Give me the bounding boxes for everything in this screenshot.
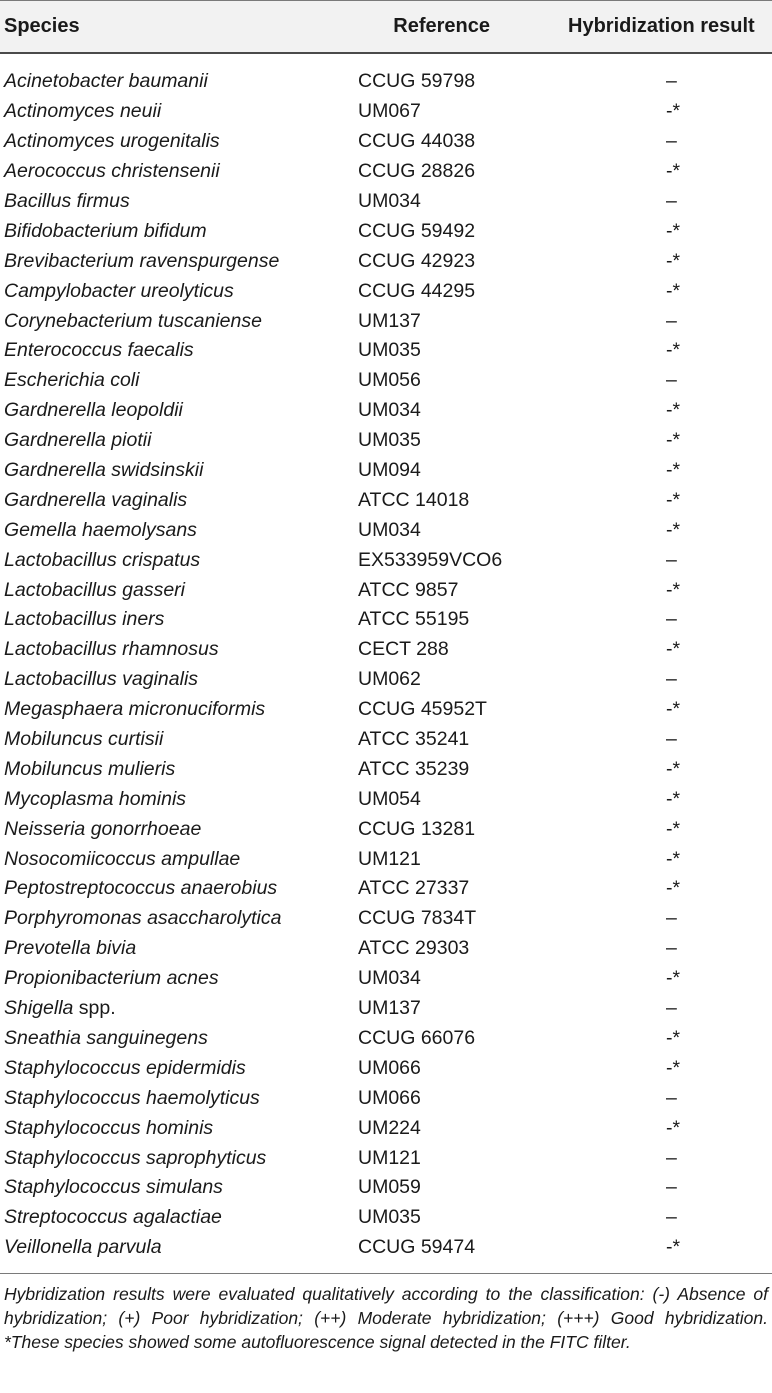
reference-cell: ATCC 14018 bbox=[358, 488, 470, 511]
result-cell: -* bbox=[666, 249, 681, 272]
species-name: Mycoplasma hominis bbox=[4, 787, 187, 810]
reference-cell: ATCC 35241 bbox=[358, 728, 470, 751]
result-cell: -* bbox=[666, 429, 681, 452]
species-cell bbox=[0, 1027, 358, 1050]
table-row bbox=[0, 1083, 772, 1113]
reference-cell: CCUG 59798 bbox=[358, 70, 476, 93]
species-cell bbox=[0, 250, 358, 273]
species-cell bbox=[0, 1087, 358, 1110]
result-cell: – bbox=[666, 369, 677, 392]
result-cell: – bbox=[666, 130, 677, 153]
result-cell: -* bbox=[666, 638, 681, 661]
result-cell: -* bbox=[666, 698, 681, 721]
species-cell bbox=[0, 728, 358, 751]
reference-cell: UM035 bbox=[358, 429, 421, 452]
species-cell bbox=[0, 70, 358, 93]
species-name: Staphylococcus simulans bbox=[4, 1176, 223, 1199]
result-cell: -* bbox=[666, 160, 681, 183]
result-cell: -* bbox=[666, 518, 681, 541]
species-cell bbox=[0, 1236, 358, 1259]
table-row bbox=[0, 874, 772, 904]
species-cell bbox=[0, 130, 358, 153]
result-cell: -* bbox=[666, 578, 681, 601]
table-row bbox=[0, 1024, 772, 1054]
species-cell bbox=[0, 399, 358, 422]
species-name: Gardnerella swidsinskii bbox=[4, 459, 204, 482]
table-row bbox=[0, 515, 772, 545]
species-cell bbox=[0, 280, 358, 303]
table-row bbox=[0, 844, 772, 874]
reference-cell: UM034 bbox=[358, 399, 421, 422]
result-cell: – bbox=[666, 997, 677, 1020]
reference-cell: CCUG 44295 bbox=[358, 279, 476, 302]
species-name: Nosocomiicoccus ampullae bbox=[4, 847, 241, 870]
reference-cell: UM121 bbox=[358, 847, 421, 870]
species-name: Propionibacterium acnes bbox=[4, 967, 219, 990]
reference-cell: UM056 bbox=[358, 369, 421, 392]
reference-cell: UM066 bbox=[358, 1056, 421, 1079]
species-name: Staphylococcus saprophyticus bbox=[4, 1146, 267, 1169]
result-cell: -* bbox=[666, 757, 681, 780]
species-name: Porphyromonas asaccharolytica bbox=[4, 907, 282, 930]
table-row bbox=[0, 426, 772, 456]
reference-cell: ATCC 35239 bbox=[358, 757, 470, 780]
species-name: Bacillus firmus bbox=[4, 190, 130, 212]
species-cell bbox=[0, 190, 358, 213]
result-cell: -* bbox=[666, 877, 681, 900]
species-cell bbox=[0, 907, 358, 930]
table-row bbox=[0, 1203, 772, 1233]
table-row bbox=[0, 784, 772, 814]
species-name: Actinomyces urogenitalis bbox=[4, 130, 220, 153]
species-cell bbox=[0, 100, 358, 123]
species-cell bbox=[0, 668, 358, 691]
species-name: Sneathia sanguinegens bbox=[4, 1026, 208, 1049]
result-cell: – bbox=[666, 1206, 677, 1229]
table-row bbox=[0, 665, 772, 695]
reference-cell: UM035 bbox=[358, 339, 421, 362]
species-cell bbox=[0, 698, 358, 721]
table-row bbox=[0, 1113, 772, 1143]
reference-cell: ATCC 55195 bbox=[358, 608, 470, 631]
reference-cell: UM137 bbox=[358, 997, 421, 1020]
result-cell: – bbox=[666, 728, 677, 751]
reference-cell: UM121 bbox=[358, 1146, 421, 1169]
result-cell: -* bbox=[666, 399, 681, 422]
reference-cell: UM137 bbox=[358, 309, 421, 332]
table-row bbox=[0, 964, 772, 994]
result-cell: -* bbox=[666, 219, 681, 242]
species-cell bbox=[0, 758, 358, 781]
species-name: Mobiluncus curtisii bbox=[4, 728, 164, 751]
table-footnote: Hybridization results were evaluated qualitatively according to the classification: (-) Absence of hybridization; (+) Poor hybridization; (++) Moderate hybridization; (+++) Good hybridization. *These species showed some autofluorescence signal detected in the FITC filter. bbox=[4, 1283, 768, 1353]
species-name: Staphylococcus haemolyticus bbox=[4, 1086, 260, 1109]
table-row bbox=[0, 575, 772, 605]
table-body bbox=[0, 54, 772, 1263]
species-name: Escherichia coli bbox=[4, 369, 140, 392]
species-name: Veillonella parvula bbox=[4, 1236, 162, 1259]
reference-cell: CCUG 44038 bbox=[358, 130, 476, 153]
table-row bbox=[0, 456, 772, 486]
species-cell bbox=[0, 459, 358, 482]
header-species: Species bbox=[4, 15, 80, 37]
species-cell bbox=[0, 608, 358, 631]
table-row bbox=[0, 545, 772, 575]
species-name: Aerococcus christensenii bbox=[4, 160, 220, 183]
table-row bbox=[0, 485, 772, 515]
reference-cell: CCUG 7834T bbox=[358, 907, 477, 930]
species-cell bbox=[0, 489, 358, 512]
species-cell bbox=[0, 220, 358, 243]
species-name: Lactobacillus rhamnosus bbox=[4, 638, 219, 661]
result-cell: – bbox=[666, 70, 677, 93]
reference-cell: CCUG 59474 bbox=[358, 1236, 476, 1259]
reference-cell: UM035 bbox=[358, 1206, 421, 1229]
species-name: Shigella bbox=[4, 997, 74, 1020]
result-cell: -* bbox=[666, 967, 681, 990]
result-cell: – bbox=[666, 1176, 677, 1199]
species-cell bbox=[0, 967, 358, 990]
table-row bbox=[0, 246, 772, 276]
table-row bbox=[0, 754, 772, 784]
table-row bbox=[0, 97, 772, 127]
reference-cell: EX533959VCO6 bbox=[358, 548, 503, 571]
species-name: Gardnerella piotii bbox=[4, 429, 152, 452]
result-cell: -* bbox=[666, 459, 681, 482]
table-row bbox=[0, 1053, 772, 1083]
table-row bbox=[0, 635, 772, 665]
reference-cell: UM066 bbox=[358, 1086, 421, 1109]
table-row bbox=[0, 1233, 772, 1263]
species-cell bbox=[0, 937, 358, 960]
species-name: Peptostreptococcus anaerobius bbox=[4, 877, 278, 900]
species-name: Actinomyces neuii bbox=[4, 100, 162, 123]
species-name: Brevibacterium ravenspurgense bbox=[4, 249, 280, 272]
result-cell: -* bbox=[666, 488, 681, 511]
table-row bbox=[0, 725, 772, 755]
result-cell: – bbox=[666, 548, 677, 571]
table-header bbox=[0, 0, 772, 54]
reference-cell: UM224 bbox=[358, 1116, 421, 1139]
reference-cell: CCUG 13281 bbox=[358, 817, 476, 840]
result-cell: – bbox=[666, 1146, 677, 1169]
species-cell bbox=[0, 788, 358, 811]
species-name: Lactobacillus crispatus bbox=[4, 548, 201, 571]
species-cell bbox=[0, 818, 358, 841]
table-row bbox=[0, 276, 772, 306]
reference-cell: UM034 bbox=[358, 518, 421, 541]
species-cell bbox=[0, 369, 358, 392]
result-cell: -* bbox=[666, 1026, 681, 1049]
species-suffix: spp. bbox=[73, 997, 116, 1020]
species-name: Staphylococcus epidermidis bbox=[4, 1056, 246, 1079]
table-row bbox=[0, 127, 772, 157]
result-cell: -* bbox=[666, 847, 681, 870]
result-cell: -* bbox=[666, 100, 681, 123]
table-row bbox=[0, 157, 772, 187]
reference-cell: UM059 bbox=[358, 1176, 421, 1199]
species-cell bbox=[0, 848, 358, 871]
reference-cell: UM034 bbox=[358, 190, 421, 212]
species-name: Enterococcus faecalis bbox=[4, 339, 194, 362]
result-cell: – bbox=[666, 309, 677, 332]
result-cell: -* bbox=[666, 339, 681, 362]
species-name: Acinetobacter baumanii bbox=[4, 70, 208, 93]
species-cell bbox=[0, 339, 358, 362]
species-name: Neisseria gonorrhoeae bbox=[4, 817, 202, 840]
table-row bbox=[0, 814, 772, 844]
species-name: Gemella haemolysans bbox=[4, 518, 197, 541]
species-cell bbox=[0, 429, 358, 452]
table-row bbox=[0, 366, 772, 396]
reference-cell: UM034 bbox=[358, 967, 421, 990]
species-cell bbox=[0, 877, 358, 900]
species-cell bbox=[0, 1206, 358, 1229]
species-name: Campylobacter ureolyticus bbox=[4, 279, 234, 302]
result-cell: -* bbox=[666, 1116, 681, 1139]
reference-cell: CCUG 66076 bbox=[358, 1026, 476, 1049]
result-cell: -* bbox=[666, 787, 681, 810]
reference-cell: CCUG 59492 bbox=[358, 219, 476, 242]
species-cell bbox=[0, 1117, 358, 1140]
species-cell bbox=[0, 1176, 358, 1199]
species-cell bbox=[0, 638, 358, 661]
table-row bbox=[0, 994, 772, 1024]
reference-cell: CCUG 28826 bbox=[358, 160, 476, 183]
table-row bbox=[0, 396, 772, 426]
reference-cell: ATCC 27337 bbox=[358, 877, 470, 900]
species-cell bbox=[0, 579, 358, 602]
table-row bbox=[0, 695, 772, 725]
species-name: Lactobacillus vaginalis bbox=[4, 668, 199, 691]
species-name: Lactobacillus iners bbox=[4, 608, 165, 631]
species-name: Gardnerella vaginalis bbox=[4, 488, 188, 511]
result-cell: – bbox=[666, 190, 677, 212]
species-name: Corynebacterium tuscaniense bbox=[4, 309, 262, 332]
species-name: Gardnerella leopoldii bbox=[4, 399, 183, 422]
table-row bbox=[0, 1173, 772, 1203]
reference-cell: UM054 bbox=[358, 787, 421, 810]
result-cell: -* bbox=[666, 279, 681, 302]
reference-cell: UM094 bbox=[358, 459, 421, 482]
reference-cell: UM062 bbox=[358, 668, 421, 691]
result-cell: – bbox=[666, 668, 677, 691]
species-name: Prevotella bivia bbox=[4, 937, 137, 960]
reference-cell: CCUG 42923 bbox=[358, 249, 476, 272]
species-name: Staphylococcus hominis bbox=[4, 1116, 214, 1139]
result-cell: – bbox=[666, 608, 677, 631]
species-cell bbox=[0, 1147, 358, 1170]
table-row bbox=[0, 187, 772, 217]
table-row bbox=[0, 605, 772, 635]
species-name: Streptococcus agalactiae bbox=[4, 1206, 222, 1229]
result-cell: – bbox=[666, 1086, 677, 1109]
reference-cell: ATCC 29303 bbox=[358, 937, 470, 960]
header-reference: Reference bbox=[393, 15, 490, 37]
species-cell bbox=[0, 160, 358, 183]
reference-cell: CECT 288 bbox=[358, 638, 449, 661]
species-name: Megasphaera micronuciformis bbox=[4, 698, 266, 721]
result-cell: -* bbox=[666, 1236, 681, 1259]
table-row bbox=[0, 67, 772, 97]
species-cell bbox=[0, 519, 358, 542]
table-row bbox=[0, 306, 772, 336]
species-cell bbox=[0, 1057, 358, 1080]
species-name: Lactobacillus gasseri bbox=[4, 578, 186, 601]
reference-cell: UM067 bbox=[358, 100, 421, 123]
result-cell: -* bbox=[666, 817, 681, 840]
species-cell bbox=[0, 310, 358, 333]
result-cell: -* bbox=[666, 1056, 681, 1079]
species-cell bbox=[0, 997, 358, 1020]
header-result: Hybridization result bbox=[568, 15, 755, 37]
table-row bbox=[0, 1143, 772, 1173]
result-cell: – bbox=[666, 937, 677, 960]
species-cell bbox=[0, 549, 358, 572]
table-row bbox=[0, 904, 772, 934]
table-row bbox=[0, 216, 772, 246]
reference-cell: CCUG 45952T bbox=[358, 698, 487, 721]
species-name: Mobiluncus mulieris bbox=[4, 757, 176, 780]
table-row bbox=[0, 336, 772, 366]
reference-cell: ATCC 9857 bbox=[358, 578, 459, 601]
table-row bbox=[0, 934, 772, 964]
result-cell: – bbox=[666, 907, 677, 930]
species-name: Bifidobacterium bifidum bbox=[4, 219, 207, 242]
